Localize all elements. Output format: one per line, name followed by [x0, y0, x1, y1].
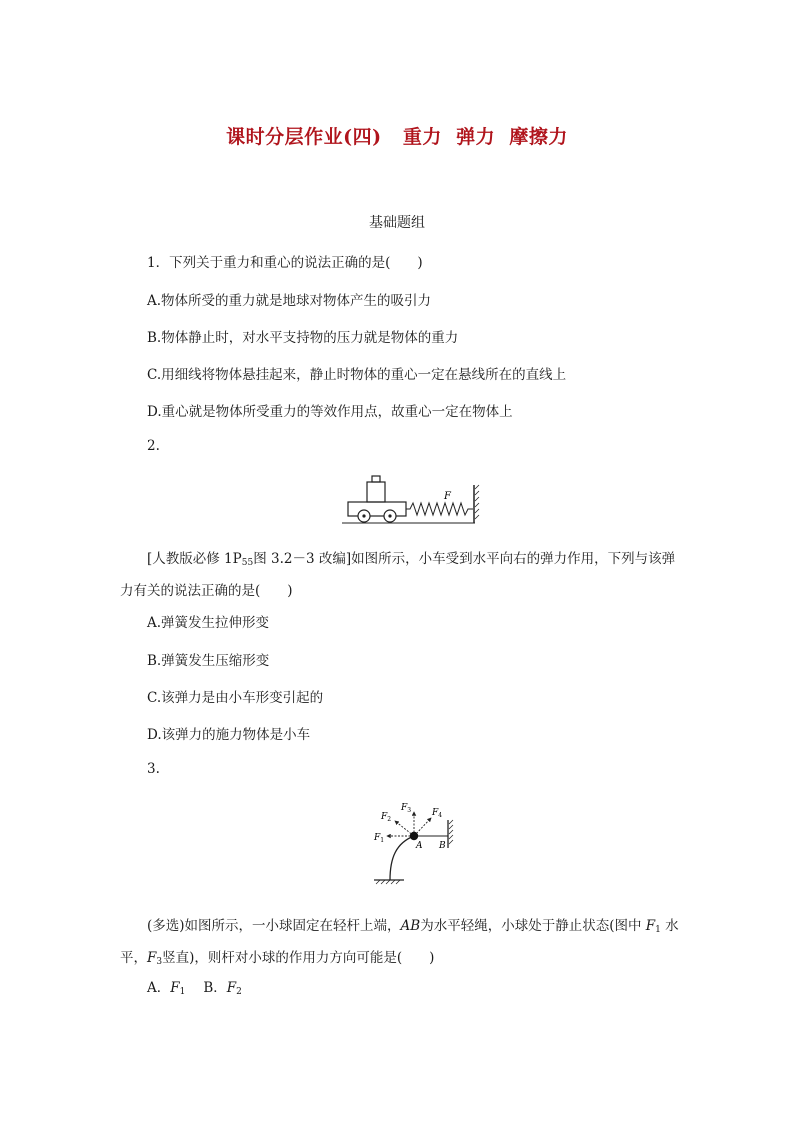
q1-stem: 1．下列关于重力和重心的说法正确的是( ) — [147, 255, 423, 271]
label-a: A — [416, 841, 423, 851]
q3-stem-part-a: (多选)如图所示，一小球固定在轻杆上端， — [147, 918, 401, 934]
label-f2: $F_2$ — [381, 812, 392, 823]
q2-number: 2. — [147, 438, 160, 454]
q3-options — [147, 976, 242, 997]
section-heading: 基础题组 — [369, 215, 425, 231]
label-f4: $F_4$ — [432, 808, 443, 819]
q3-option-a-f: F — [170, 980, 180, 996]
force-label-f: F — [444, 491, 451, 502]
q2-stem — [120, 545, 680, 605]
label-f3: $F_3$ — [401, 803, 412, 814]
q3-option-a-sub: 1 — [179, 987, 186, 997]
q2-option-b: B.弹簧发生压缩形变 — [147, 653, 270, 669]
q3-stem-part-d: 竖直)，则杆对小球的作用力方向可能是( ) — [162, 950, 435, 966]
q3-stem-f3: F — [147, 950, 157, 966]
q2-stem-part-a: [人教版必修 1P — [147, 551, 242, 567]
q3-stem-f1: F — [645, 918, 656, 934]
label-f1: $F_1$ — [374, 833, 385, 844]
q3-stem — [120, 912, 680, 976]
q1-option-a: A.物体所受的重力就是地球对物体产生的吸引力 — [147, 293, 432, 309]
q2-stem-page-sub: 55 — [241, 558, 254, 568]
q1-option-b: B.物体静止时，对水平支持物的压力就是物体的重力 — [147, 330, 459, 346]
page-title: 课时分层作业(四) 重力 弹力 摩擦力 — [226, 126, 568, 148]
q3-figure-ball-rod — [368, 798, 463, 892]
q2-option-c: C.该弹力是由小车形变引起的 — [147, 690, 324, 706]
q3-option-b-sub: 2 — [236, 987, 242, 997]
q3-option-a-prefix: A． — [147, 980, 171, 996]
q2-stem-part-b: 图 3.2－3 改编]如图所示，小车受到水平向右的弹力作用，下列与该弹力有关的说法正确的是( ) — [120, 551, 676, 599]
q3-stem-part-c: 水平， — [120, 918, 679, 966]
ball-shape — [410, 832, 418, 840]
q3-number: 3. — [147, 761, 160, 777]
label-b: B — [439, 841, 446, 851]
q2-option-a: A.弹簧发生拉伸形变 — [147, 615, 270, 631]
q2-option-d: D.该弹力的施力物体是小车 — [147, 727, 311, 743]
spring-shape — [406, 503, 473, 515]
ball-rod-diagram — [368, 798, 463, 888]
q3-option-b-f: F — [226, 980, 237, 996]
q2-figure-cart-spring — [340, 473, 485, 532]
block-shape — [367, 482, 385, 502]
block-top-shape — [372, 476, 380, 482]
rod-shape — [390, 836, 414, 880]
q3-stem-part-b: 为水平轻绳，小球处于静止状态(图中 — [420, 918, 646, 934]
cart-body-shape — [348, 502, 406, 516]
q3-stem-f3-sub: 3 — [156, 957, 163, 967]
cart-spring-diagram — [340, 473, 485, 528]
q3-option-b-prefix: B． — [203, 980, 227, 996]
q1-option-c: C.用细线将物体悬挂起来，静止时物体的重心一定在悬线所在的直线上 — [147, 367, 567, 383]
q1-option-d: D.重心就是物体所受重力的等效作用点，故重心一定在物体上 — [147, 404, 513, 420]
q3-stem-ab: AB — [400, 918, 421, 934]
q3-stem-f1-sub: 1 — [655, 925, 661, 935]
